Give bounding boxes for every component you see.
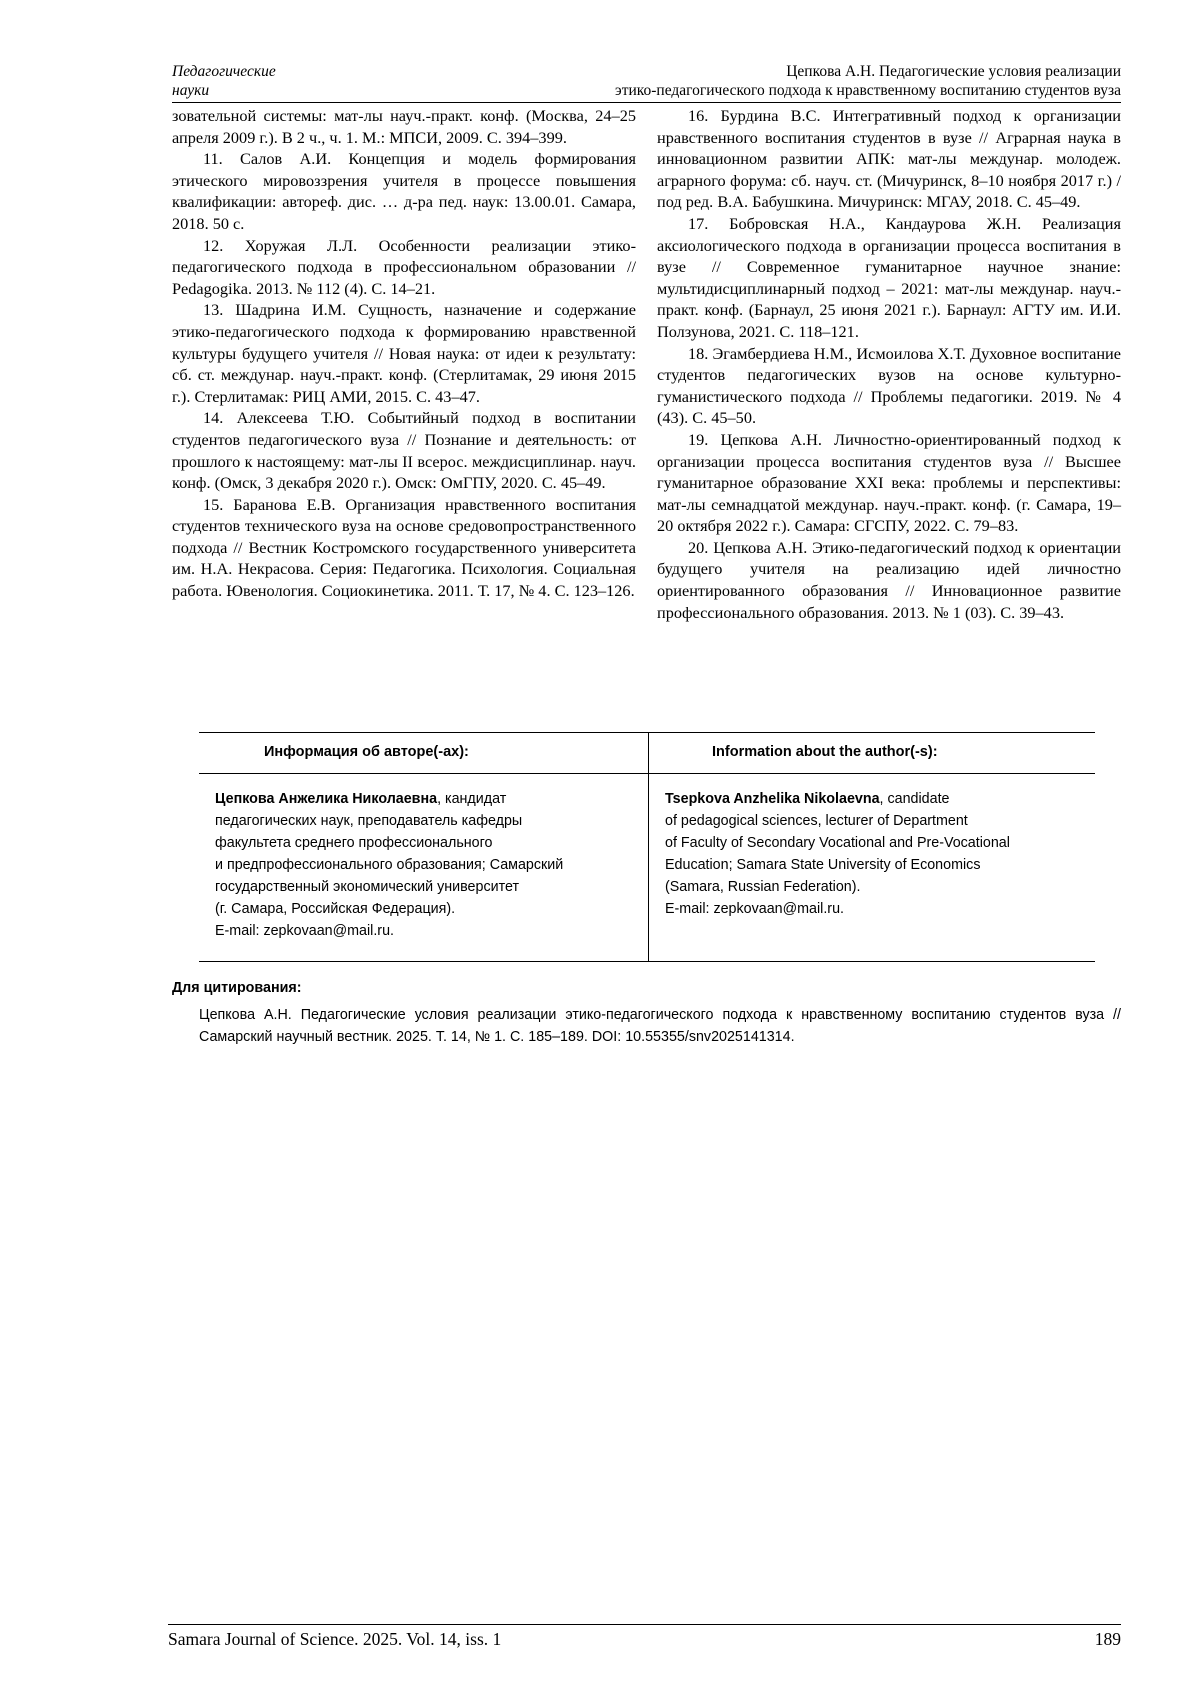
reference-13: 13. Шадрина И.М. Сущность, назначение и содержание этико-педагогического подхода к формированию нравственной культуры будущего учителя // Новая наука: от идеи к результату: сб. ст. междунар. науч.-практ. конф. (Стерлитамак, 29 июня 2015 г.). Стерлитамак: РИЦ АМИ, 2015. С. 43–47. — [172, 299, 636, 407]
header-section — [172, 62, 276, 100]
author-info-en-line: of Faculty of Secondary Vocational and Pre-Vocational — [665, 832, 1085, 854]
page-number: 189 — [1095, 1628, 1121, 1650]
reference-14: 14. Алексеева Т.Ю. Событийный подход в воспитании студентов педагогического вуза // Познание и деятельность: от прошлого к настоящему: мат-лы II всерос. междисциплинар. науч. конф. (Омск, 3 декабря 2020 г.). Омск: ОмГПУ, 2020. С. 45–49. — [172, 407, 636, 493]
reference-18: 18. Эгамбердиева Н.М., Исмоилова Х.Т. Духовное воспитание студентов педагогических вузов на основе культурно-гуманистического подхода // Проблемы педагогики. 2019. № 4 (43). С. 45–50. — [657, 343, 1121, 429]
header-title-line1: Цепкова А.Н. Педагогические условия реализации — [615, 62, 1121, 81]
reference-16: 16. Бурдина В.С. Интегративный подход к организации нравственного воспитания студентов в вузе // Аграрная наука в инновационном развитии АПК: мат-лы междунар. молодеж. аграрного форума: сб. науч. ст. (Мичуринск, 8–10 ноября 2017 г.) / под ред. В.А. Бабушкина. Мичуринск: МГАУ, 2018. С. 45–49. — [657, 105, 1121, 213]
reference-11: 11. Салов А.И. Концепция и модель формирования этического мировоззрения учителя в процессе повышения квалификации: автореф. дис. … д-ра пед. наук: 13.00.01. Самара, 2018. 50 с. — [172, 148, 636, 234]
reference-15: 15. Баранова Е.В. Организация нравственного воспитания студентов технического вуза на основе средовопространственного подхода // Вестник Костромского государственного университета им. Н.А. Некрасова. Серия: Педагогика. Психология. Социальная работа. Ювенология. Социокинетика. 2011. Т. 17, № 4. С. 123–126. — [172, 494, 636, 602]
header-section-line1: Педагогические — [172, 62, 276, 81]
author-info-en-line: of pedagogical sciences, lecturer of Department — [665, 810, 1085, 832]
citation-text: Цепкова А.Н. Педагогические условия реализации этико-педагогического подхода к нравственному воспитанию студентов вуза // Самарский научный вестник. 2025. Т. 14, № 1. С. 185–189. DOI: 10.55355/snv2025141314. — [199, 1004, 1121, 1048]
author-email-ru: E-mail: zepkovaan@mail.ru. — [215, 920, 635, 942]
reference-20: 20. Цепкова А.Н. Этико-педагогический подход к ориентации будущего учителя на реализацию идей личностно ориентированного образования // Инновационное развитие профессионального образования. 2013. № 1 (03). С. 39–43. — [657, 537, 1121, 623]
running-header — [172, 62, 1121, 103]
header-title-line2: этико-педагогического подхода к нравственному воспитанию студентов вуза — [615, 81, 1121, 100]
header-article-title — [615, 62, 1121, 100]
footer-journal: Samara Journal of Science. 2025. Vol. 14, iss. 1 — [168, 1628, 501, 1650]
reference-10-continued: зовательной системы: мат-лы науч.-практ. конф. (Москва, 24–25 апреля 2009 г.). В 2 ч., ч. 1. М.: МПСИ, 2009. С. 394–399. — [172, 105, 636, 148]
author-info-ru-line: , кандидат — [437, 791, 506, 807]
references-left-column — [172, 105, 636, 602]
author-info-en-line: Education; Samara State University of Economics — [665, 854, 1085, 876]
citation-heading: Для цитирования: — [172, 980, 302, 996]
author-name-en: Tsepkova Anzhelika Nikolaevna — [665, 791, 880, 807]
author-info-en — [665, 788, 1085, 920]
author-info-ru-line: педагогических наук, преподаватель кафедры — [215, 810, 635, 832]
table-divider-horizontal — [199, 773, 1095, 774]
author-info-table — [199, 732, 1095, 962]
author-info-ru — [215, 788, 635, 942]
running-footer — [168, 1624, 1121, 1628]
author-email-en: E-mail: zepkovaan@mail.ru. — [665, 898, 1085, 920]
author-info-ru-line: факультета среднего профессионального — [215, 832, 635, 854]
author-info-header-ru: Информация об авторе(-ах): — [264, 744, 469, 760]
reference-19: 19. Цепкова А.Н. Личностно-ориентированный подход к организации процесса воспитания студентов вуза // Высшее гуманитарное образование XXI века: проблемы и перспективы: мат-лы семнадцатой междунар. науч.-практ. конф. (г. Самара, 19–20 октября 2022 г.). Самара: СГСПУ, 2022. С. 79–83. — [657, 429, 1121, 537]
author-info-en-line: , candidate — [880, 791, 950, 807]
author-info-ru-line: и предпрофессионального образования; Самарский — [215, 854, 635, 876]
author-name-ru: Цепкова Анжелика Николаевна — [215, 791, 437, 807]
author-info-header-en: Information about the author(-s): — [712, 744, 938, 760]
author-info-ru-line: (г. Самара, Российская Федерация). — [215, 898, 635, 920]
reference-17: 17. Бобровская Н.А., Кандаурова Ж.Н. Реализация аксиологического подхода в организации процесса воспитания в вузе // Современное гуманитарное научное знание: мультидисциплинарный подход – 2021: мат-лы междунар. науч.-практ. конф. (Барнаул, 25 июня 2021 г.). Барнаул: АГТУ им. И.И. Ползунова, 2021. С. 118–121. — [657, 213, 1121, 343]
header-section-line2: науки — [172, 81, 276, 100]
author-info-ru-line: государственный экономический университет — [215, 876, 635, 898]
reference-12: 12. Хоружая Л.Л. Особенности реализации этико-педагогического подхода в профессиональном образовании // Pedagogika. 2013. № 112 (4). С. 14–21. — [172, 235, 636, 300]
author-info-en-line: (Samara, Russian Federation). — [665, 876, 1085, 898]
references-right-column — [657, 105, 1121, 623]
references-columns — [172, 105, 1121, 705]
table-divider-vertical — [648, 733, 649, 961]
